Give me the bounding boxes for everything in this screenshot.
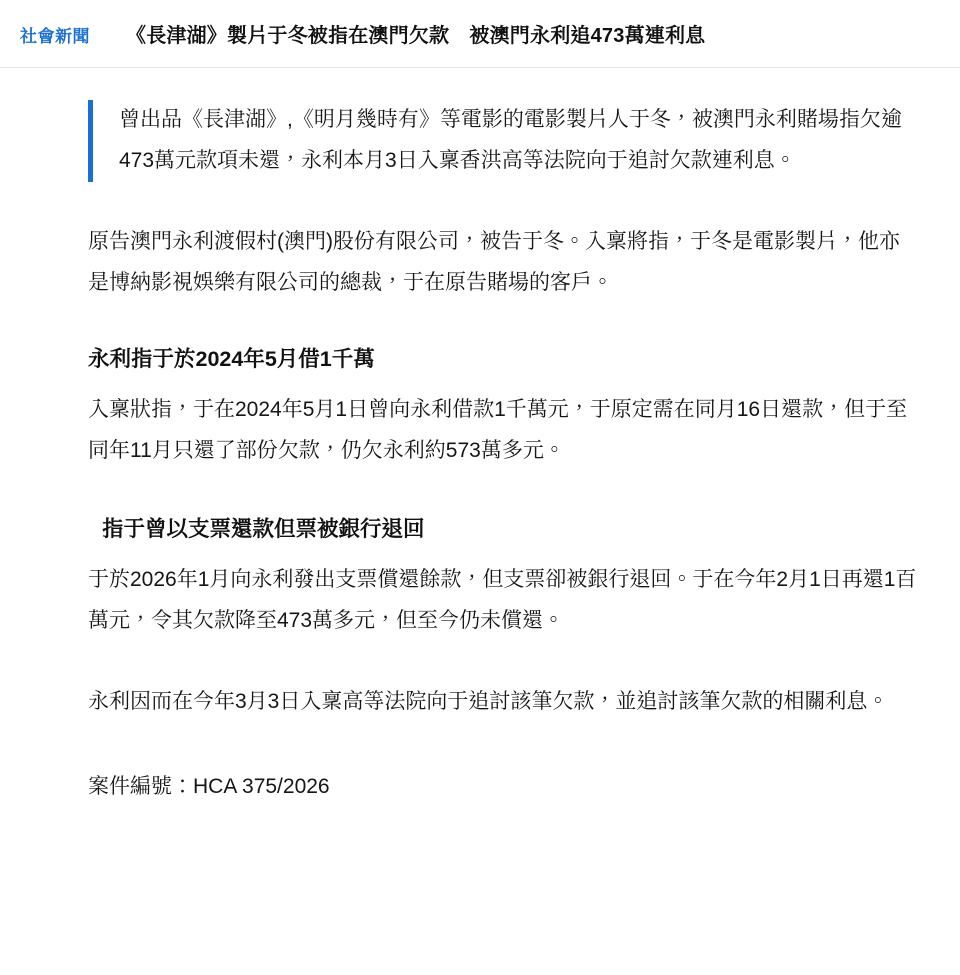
paragraph-1: 原告澳門永利渡假村(澳門)股份有限公司，被告于冬。入稟將指，于冬是電影製片，他亦是博納影視娛樂有限公司的總裁，于在原告賭場的客戶。 (88, 229, 900, 294)
paragraph-2: 入稟狀指，于在2024年5月1日曾向永利借款1千萬元，于原定需在同月16日還款，但于至同年11月只還了部份欠款，仍欠永利約573萬多元。 (88, 398, 908, 463)
article-header (0, 0, 960, 68)
page-title: 《長津湖》製片于冬被指在澳門欠款 被澳門永利追473萬連利息 (126, 25, 706, 47)
paragraph-4: 永利因而在今年3月3日入稟高等法院向于追討該筆欠款，並追討該筆欠款的相關利息。 (88, 690, 889, 714)
subheading-1: 永利指于於2024年5月借1千萬 (88, 346, 375, 371)
paragraph-3: 于於2026年1月向永利發出支票償還餘款，但支票卻被銀行退回。于在今年2月1日再還1百萬元，令其欠款降至473萬多元，但至今仍未償還。 (88, 568, 917, 633)
article-body (0, 68, 960, 837)
subheading-2: 指于曾以支票還款但票被銀行退回 (102, 517, 425, 542)
category-label[interactable]: 社會新聞 (20, 27, 90, 46)
case-number: 案件編號：HCA 375/2026 (88, 775, 330, 799)
lead-paragraph: 曾出品《長津湖》,《明月幾時有》等電影的電影製片人于冬，被澳門永利賭場指欠逾473萬元款項未還，永利本月3日入稟香洪高等法院向于追討欠款連利息。 (88, 100, 920, 182)
